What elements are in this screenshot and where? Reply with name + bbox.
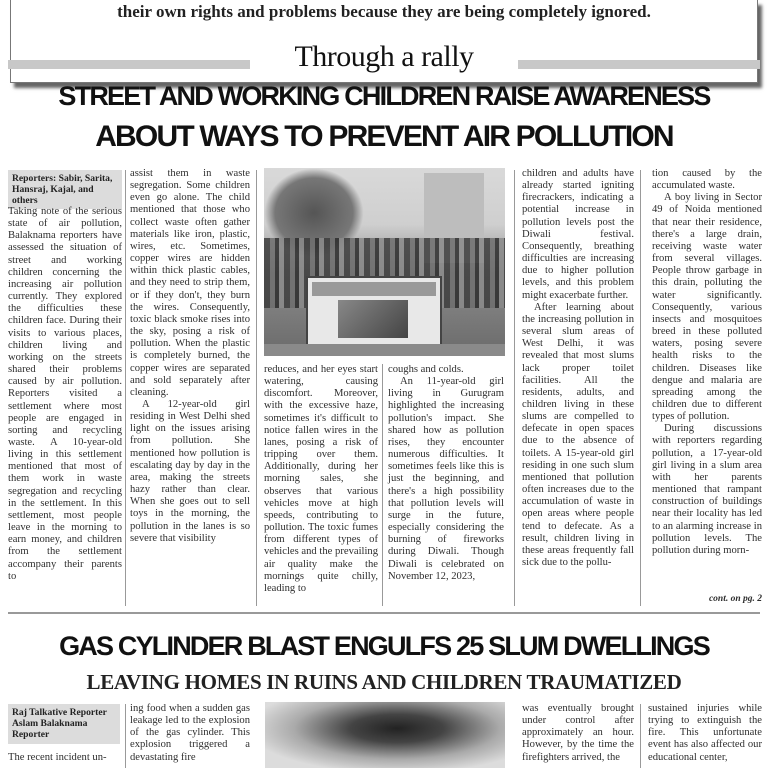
article-headline-line1: STREET AND WORKING CHILDREN RAISE AWARENESS (58, 81, 710, 111)
continued-link[interactable]: cont. on pg. 2 (708, 594, 762, 604)
article2-byline (8, 704, 120, 744)
article2-headline: GAS CYLINDER BLAST ENGULFS 25 SLUM DWELLINGS (59, 631, 709, 661)
byline: Reporters: Sabir, Sarita, Hansraj, Kajal, and others (8, 170, 122, 209)
column-divider (125, 170, 126, 606)
article-headline-line2: ABOUT WAYS TO PREVENT AIR POLLUTION (95, 120, 673, 153)
rally-photo (264, 168, 505, 356)
fire-smoke-photo (265, 702, 505, 768)
column-divider (640, 704, 641, 768)
article2-column-2: ing food when a sudden gas leakage led to the explosion of the gas cylinder. This explosion triggered a devastating fire (130, 703, 250, 763)
rally-banner (306, 276, 442, 346)
column-divider (125, 704, 126, 768)
byline-reporter-1: Raj Talkative Reporter (12, 707, 107, 718)
kicker-bar-left (8, 60, 250, 69)
article-column-3: reduces, and her eyes start watering, causing discomfort. Moreover, with the excessive haze, sometimes it's difficult to notice fallen wires in the lanes, posing a risk of tripping over them. Additionally, during her morning sales, she observes that various vehicles move at high speeds, contributing to pollution. The toxic fumes from different types of vehicles and the prevailing air quality make the mornings quite chilly, leading to (264, 364, 378, 594)
article2-column-1: The recent incident un- (8, 752, 107, 763)
article-column-5: children and adults have already started igniting firecrackers, indicating a potential increase in pollution levels post the Diwali festival. Consequently, breathing difficulties are increasing due to higher pollution levels, and this problem might exacerbate further. After learning about the increasing pollution in several slum areas of West Delhi, it was revealed that most slums lack proper toilet facilities. All the residents, adults, and children living in these slums are compelled to defecate in open spaces due to the absence of toilets. A 15-year-old girl residing in one such slum mentioned that pollution often increases due to the accumulation of waste in open areas where people tend to defecate. As a result, children living in these areas frequently fall sick due to the pollu- (522, 168, 634, 568)
article2-column-4: sustained injuries while trying to extinguish the fire. This unfortunate event has also affected our educational center, (648, 703, 762, 763)
column-divider (640, 170, 641, 606)
section-separator (8, 612, 760, 614)
article-column-1: Taking note of the serious state of air pollution, Balaknama reporters have assessed the situation of street and working children concerning the increasing air pollution currently. They explored the difficulties these children face. During their visits to various places, children living and working on the streets shared their problems caused by air pollution. Reporters visited a settlement where most people are engaged in sorting and recycling waste. A 10-year-old living in this settlement mentioned that most of them work in waste segregation and recycling in the settlement. In this settlement, most people leave in the morning to earn money, and children from the settlement accompany their parents to (8, 206, 122, 582)
article-column-6: tion caused by the accumulated waste. A boy living in Sector 49 of Noida mentioned that near their residence, there's a large drain, receiving waste water from several villages. People throw garbage in this drain, polluting the water significantly. Consequently, various insects and mosquitoes breed in these polluted waters, posing severe health risks to the children. Diseases like dengue and malaria are spreading among the children due to different types of pollution. During discussions with reporters regarding pollution, a 17-year-old girl living in a slum area with her parents mentioned that rampant construction of buildings near their locality has led to an alarming increase in pollution levels. The pollution during morn- (652, 168, 762, 556)
article-kicker: Through a rally (294, 40, 474, 73)
callout-text: their own rights and problems because they are being completely ignored. (117, 2, 651, 21)
article2-subheadline: LEAVING HOMES IN RUINS AND CHILDREN TRAUMATIZED (86, 670, 682, 694)
byline-reporter-2: Aslam Balaknama Reporter (12, 718, 88, 740)
column-divider (514, 170, 515, 606)
photo-ground (264, 344, 505, 356)
column-divider (382, 364, 383, 606)
column-divider (256, 170, 257, 606)
article-column-2: assist them in waste segregation. Some children even go alone. The child mentioned that those who collect waste often gather materials like iron, plastic, wires, etc. Sometimes, copper wires are hidden within thick plastic cables, and they need to strip them, or if they don't, they burn the wires. Consequently, toxic black smoke rises into the sky, posing a risk of pollution. When the plastic is completely burned, the copper wires are separated and sold separately after cleaning. A 12-year-old girl residing in West Delhi shed light on the issues arising from pollution. She mentioned how pollution is escalating day by day in the area, making the streets hazy rather than clear. When she goes out to sell toys in the morning, the pollution in the lanes is so severe that visibility (130, 168, 250, 544)
article2-column-3: was eventually brought under control after approximately an hour. However, by the time the firefighters arrived, the (522, 703, 634, 763)
banner-title-strip (312, 282, 436, 296)
banner-image (338, 300, 408, 338)
kicker-bar-right (518, 60, 760, 69)
article-column-4: coughs and colds. An 11-year-old girl living in Gurugram highlighted the increasing pollution's impact. She shared how as pollution rises, they encounter numerous difficulties. It sometimes feels like this is just the beginning, and there's a high possibility that pollution levels will surge in the future, especially considering the burning of fireworks during Diwali. Though Diwali is celebrated on November 12, 2023, (388, 364, 504, 582)
